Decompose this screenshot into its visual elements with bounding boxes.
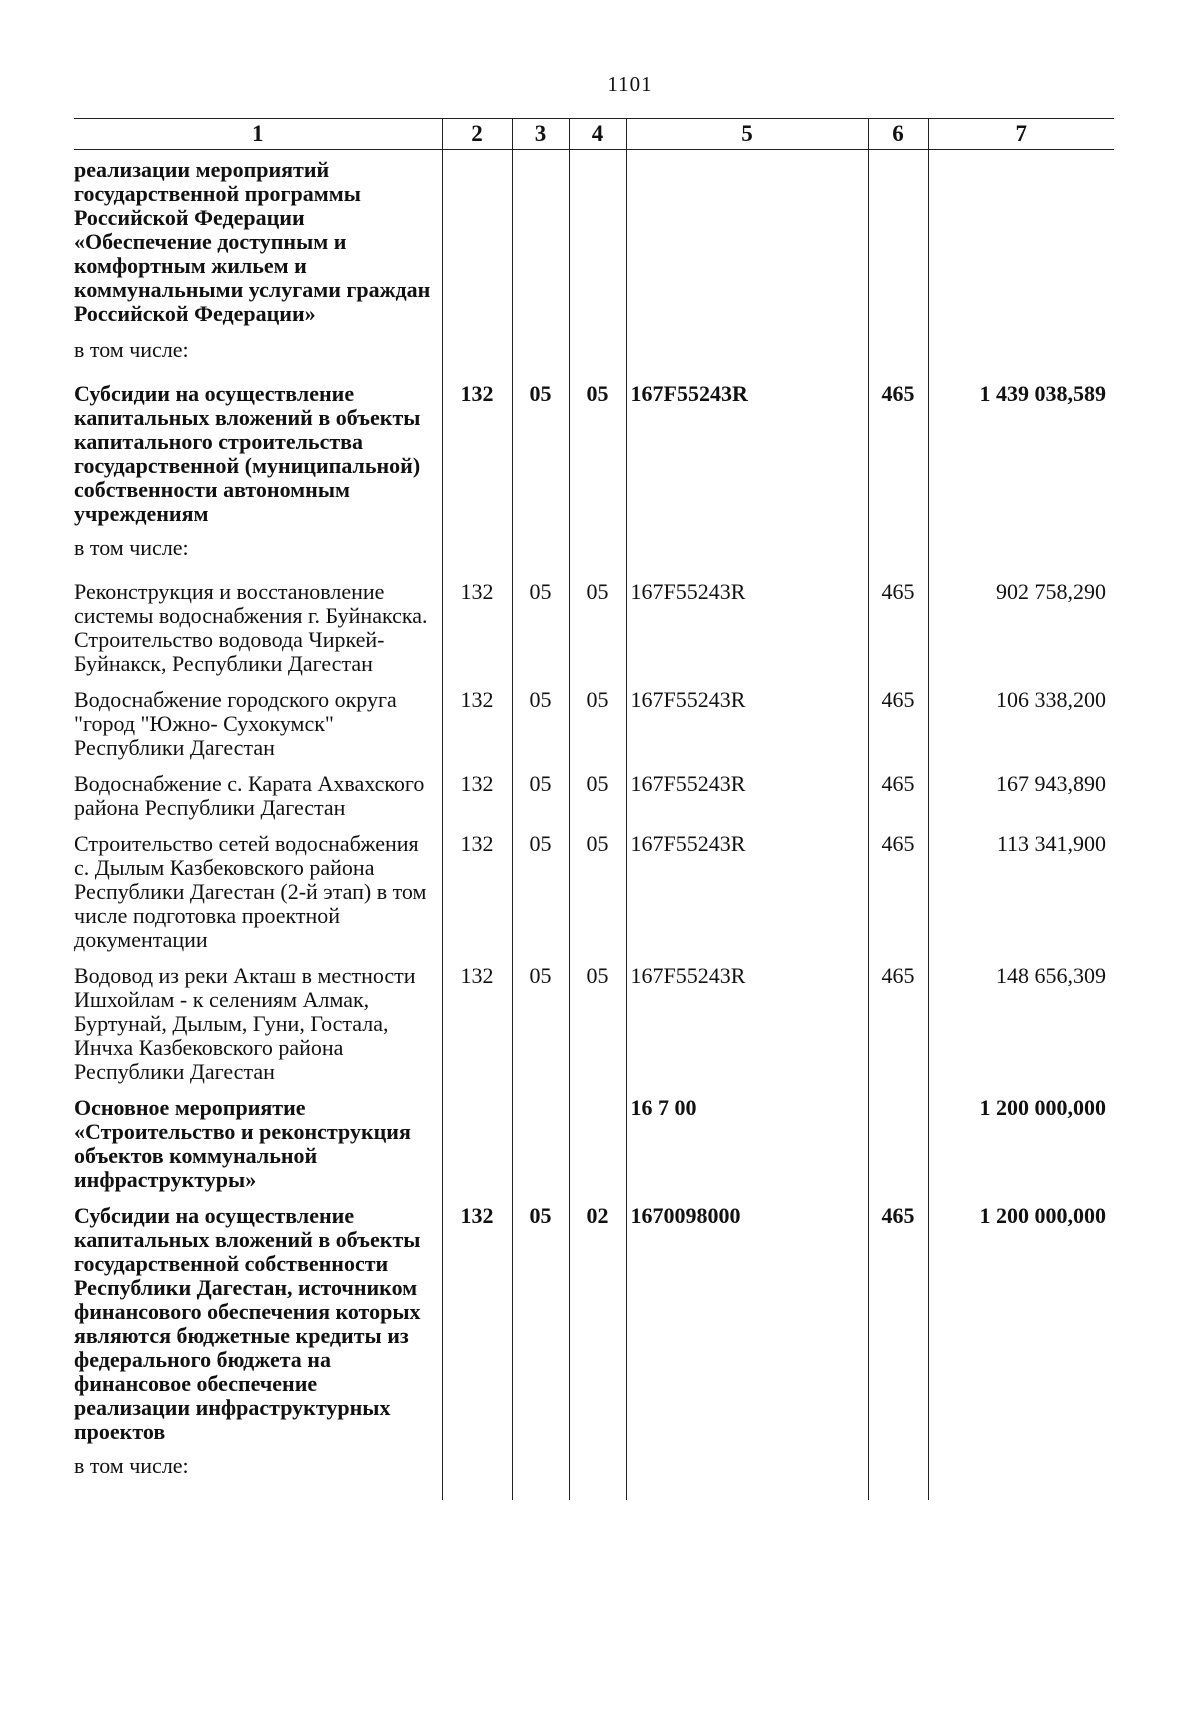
- cell-col-6: 465: [868, 370, 928, 526]
- cell-col-6: [868, 150, 928, 328]
- cell-col-2: [442, 526, 512, 568]
- cell-col-5: 1670098000: [626, 1192, 868, 1444]
- header-col-1: 1: [74, 119, 442, 150]
- row-description: реализации мероприятий государственной программы Российской Федерации «Обеспечение доступным и комфортным жильем и коммунальными услугами граждан Российской Федерации»: [74, 157, 431, 326]
- cell-col-3: 05: [512, 676, 569, 760]
- cell-col-2: 132: [442, 952, 512, 1084]
- cell-col-4: [569, 1084, 626, 1192]
- cell-col-7: 1 200 000,000: [928, 1192, 1114, 1444]
- cell-col-7: 113 341,900: [928, 820, 1114, 952]
- cell-col-2: 132: [442, 1192, 512, 1444]
- cell-col-6: [868, 1444, 928, 1500]
- row-description: в том числе:: [74, 336, 189, 362]
- cell-col-6: 465: [868, 820, 928, 952]
- cell-col-4: 05: [569, 952, 626, 1084]
- cell-col-3: 05: [512, 952, 569, 1084]
- cell-col-4: 05: [569, 760, 626, 820]
- cell-col-7: 106 338,200: [928, 676, 1114, 760]
- cell-col-3: 05: [512, 1192, 569, 1444]
- cell-col-6: 465: [868, 676, 928, 760]
- cell-col-7: [928, 526, 1114, 568]
- cell-col-2: 132: [442, 568, 512, 676]
- header-col-6: 6: [868, 119, 928, 150]
- cell-col-5: 167F55243R: [626, 676, 868, 760]
- table-row: [74, 952, 1114, 1084]
- cell-col-7: 167 943,890: [928, 760, 1114, 820]
- cell-col-6: [868, 328, 928, 370]
- table-row: [74, 526, 1114, 568]
- cell-col-5: 167F55243R: [626, 760, 868, 820]
- table-header-row: [74, 119, 1114, 150]
- cell-col-5: 167F55243R: [626, 952, 868, 1084]
- table-row: [74, 1084, 1114, 1192]
- cell-col-5: [626, 1444, 868, 1500]
- cell-col-3: 05: [512, 370, 569, 526]
- table-row: [74, 370, 1114, 526]
- row-description: Строительство сетей водоснабжения с. Дылым Казбековского района Республики Дагестан (2-й этап) в том числе подготовка проектной документации: [74, 830, 427, 952]
- header-col-2: 2: [442, 119, 512, 150]
- cell-col-4: 05: [569, 676, 626, 760]
- cell-col-5: [626, 150, 868, 328]
- row-description: в том числе:: [74, 1452, 189, 1478]
- cell-col-5: 167F55243R: [626, 568, 868, 676]
- cell-col-2: [442, 1084, 512, 1192]
- cell-col-2: [442, 150, 512, 328]
- row-description: Водовод из реки Акташ в местности Ишхойлам - к селениям Алмак, Буртунай, Дылым, Гуни, Гостала, Инчха Казбековского района Республики Дагестан: [74, 962, 416, 1084]
- cell-col-6: 465: [868, 568, 928, 676]
- cell-col-2: 132: [442, 760, 512, 820]
- row-description: Субсидии на осуществление капитальных вложений в объекты государственной собственности Республики Дагестан, источником финансового обеспечения которых являются бюджетные кредиты из федерального бюджета на финансовое обеспечение реализации инфраструктурных проектов: [74, 1202, 421, 1444]
- cell-col-4: [569, 150, 626, 328]
- cell-col-4: 05: [569, 370, 626, 526]
- cell-col-3: 05: [512, 760, 569, 820]
- cell-col-5: 16 7 00: [626, 1084, 868, 1192]
- cell-col-4: [569, 328, 626, 370]
- cell-col-7: [928, 1444, 1114, 1500]
- cell-col-7: 1 200 000,000: [928, 1084, 1114, 1192]
- cell-col-3: [512, 328, 569, 370]
- cell-col-3: 05: [512, 568, 569, 676]
- cell-col-2: 132: [442, 820, 512, 952]
- table-row: [74, 1444, 1114, 1500]
- cell-col-4: [569, 526, 626, 568]
- cell-col-3: 05: [512, 820, 569, 952]
- table-row: [74, 328, 1114, 370]
- cell-col-5: [626, 526, 868, 568]
- cell-col-2: 132: [442, 370, 512, 526]
- row-description: Водоснабжение с. Карата Ахвахского района Республики Дагестан: [74, 770, 425, 820]
- row-description: Основное мероприятие «Строительство и реконструкция объектов коммунальной инфраструктуры»: [74, 1094, 411, 1192]
- cell-col-4: [569, 1444, 626, 1500]
- table-row: [74, 1192, 1114, 1444]
- cell-col-6: [868, 526, 928, 568]
- page-number: 1101: [607, 72, 653, 96]
- row-description: Водоснабжение городского округа "город "Южно- Сухокумск" Республики Дагестан: [74, 686, 397, 760]
- cell-col-2: [442, 1444, 512, 1500]
- header-col-7: 7: [928, 119, 1114, 150]
- cell-col-2: [442, 328, 512, 370]
- cell-col-5: [626, 328, 868, 370]
- cell-col-6: 465: [868, 952, 928, 1084]
- cell-col-5: 167F55243R: [626, 820, 868, 952]
- table-row: [74, 760, 1114, 820]
- budget-table: [74, 118, 1114, 1500]
- header-col-5: 5: [626, 119, 868, 150]
- cell-col-2: 132: [442, 676, 512, 760]
- table-row: [74, 820, 1114, 952]
- cell-col-4: 05: [569, 820, 626, 952]
- cell-col-3: [512, 1084, 569, 1192]
- row-description: Реконструкция и восстановление системы водоснабжения г. Буйнакска. Строительство водовода Чиркей-Буйнакск, Республики Дагестан: [74, 578, 428, 676]
- cell-col-7: 148 656,309: [928, 952, 1114, 1084]
- cell-col-4: 05: [569, 568, 626, 676]
- row-description: Субсидии на осуществление капитальных вложений в объекты капитального строительства государственной (муниципальной) собственности автономным учреждениям: [74, 380, 421, 526]
- table-row: [74, 676, 1114, 760]
- cell-col-3: [512, 1444, 569, 1500]
- cell-col-7: [928, 150, 1114, 328]
- row-description: в том числе:: [74, 534, 189, 560]
- cell-col-4: 02: [569, 1192, 626, 1444]
- table-row: [74, 568, 1114, 676]
- cell-col-7: 902 758,290: [928, 568, 1114, 676]
- cell-col-7: [928, 328, 1114, 370]
- cell-col-7: 1 439 038,589: [928, 370, 1114, 526]
- cell-col-6: [868, 1084, 928, 1192]
- cell-col-3: [512, 526, 569, 568]
- cell-col-6: 465: [868, 760, 928, 820]
- cell-col-3: [512, 150, 569, 328]
- cell-col-5: 167F55243R: [626, 370, 868, 526]
- table-row: [74, 150, 1114, 328]
- header-col-4: 4: [569, 119, 626, 150]
- header-col-3: 3: [512, 119, 569, 150]
- cell-col-6: 465: [868, 1192, 928, 1444]
